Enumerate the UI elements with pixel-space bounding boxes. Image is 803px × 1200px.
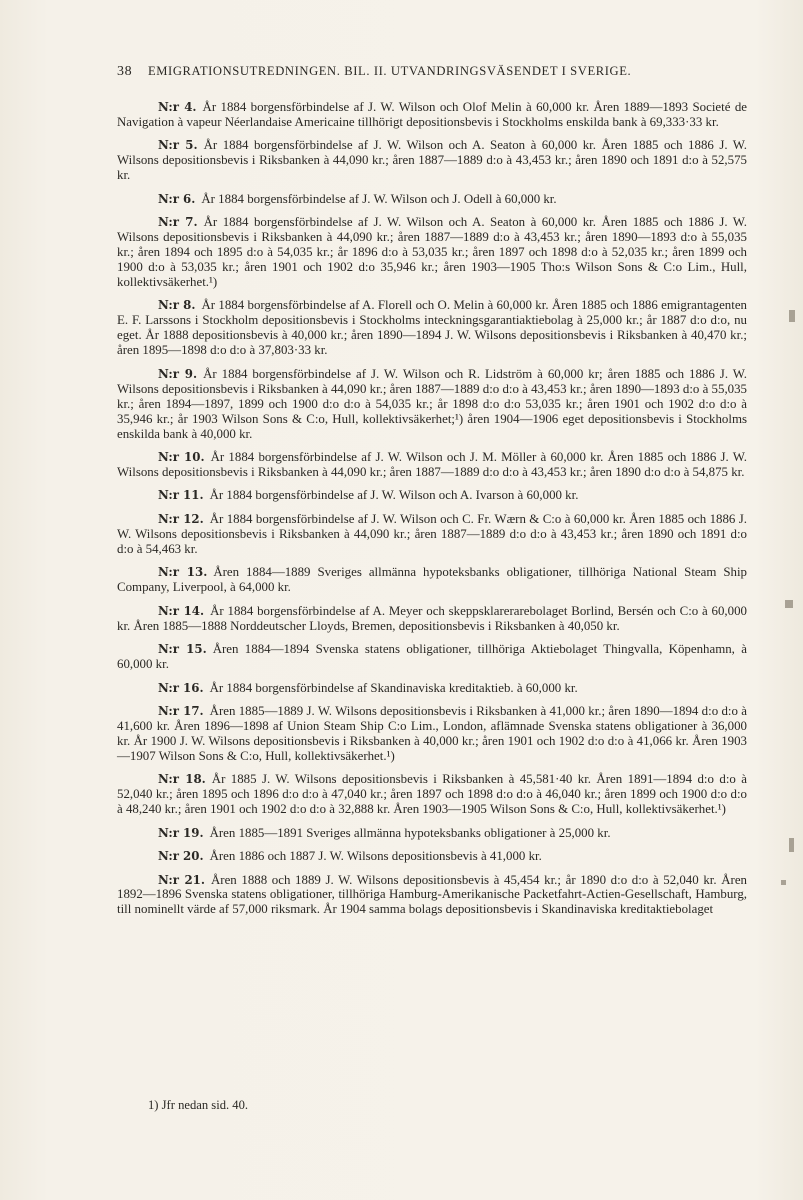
entry-text: Åren 1884—1894 Svenska statens obligationer, tillhöriga Aktiebolaget Thingvalla, Köpenhamn, à 60,000 kr. [117,642,747,672]
running-title: EMIGRATIONSUTREDNINGEN. BIL. II. UTVANDRINGSVÄSENDET I SVERIGE. [147,64,632,78]
entry-12 [117,512,747,557]
entry-text: År 1884 borgensförbindelse af J. W. Wilson och A. Ivarson à 60,000 kr. [209,488,579,503]
entry-number: N:r 13. [158,565,208,580]
entry-18 [117,772,747,817]
entry-number: N:r 6. [158,191,196,206]
entry-text: År 1885 J. W. Wilsons depositionsbevis i Riksbanken à 45,581·40 kr. Åren 1891—1894 d:o d:o à 52,040 kr.; åren 1895 och 1896 d:o d:o à 47,040 kr.; åren 1897 och 1898 d:o d:o à 46,040 kr.; åren 1899 och 1900 d:o d:o à 48,240 kr.; åren 1901 och 1902 d:o d:o à 32,888 kr. Åren 1903—1905 Wilson Sons & C:o, Hull, kollektivsäkerhet.¹) [117,772,747,817]
entry-number: N:r 8. [158,298,196,313]
entry-number: N:r 21. [158,872,205,887]
entry-number: N:r 10. [158,450,205,465]
entry-16 [117,681,747,696]
entry-19 [117,826,747,841]
entry-10 [117,450,747,480]
entry-text: År 1884 borgensförbindelse af J. W. Wilson och Olof Melin à 60,000 kr. Åren 1889—1893 Societé de Navigation à vapeur Néerlandaise Americaine tillhörigt depositionsbevis i Stockholms enskilda bank à 69,333·33 kr. [117,100,747,129]
entry-7 [117,215,747,290]
entry-number: N:r 4. [158,100,197,114]
document-body [117,100,747,926]
entry-number: N:r 16. [158,680,204,695]
entry-number: N:r 9. [158,366,198,381]
entry-text: År 1884 borgensförbindelse af J. W. Wilson och R. Lidström à 60,000 kr; åren 1885 och 1886 J. W. Wilsons depositionsbevis i Riksbanken à 44,090 kr.; åren 1887—1889 d:o d:o à 43,453 kr.; åren 1890—1893 d:o à 55,035 kr.; åren 1894—1897, 1899 och 1900 d:o d:o à 54,035 kr.; år 1898 d:o d:o 53,035 kr.; åren 1901 och 1902 d:o d:o à 35,946 kr.; år 1903 Wilson Sons & C:o, Hull, kollektivsäkerhet;¹) åren 1904—1906 eget depositionsbevis i Stockholms enskilda bank à 40,000 kr. [117,366,747,441]
entry-text: Åren 1884—1889 Sveriges allmänna hypoteksbanks obligationer, tillhöriga National Steam Ship Company, Liverpool, à 64,000 kr. [117,565,747,595]
margin-speck [789,838,794,852]
entry-number: N:r 20. [158,849,204,864]
footnote-marker: 1) [148,1098,159,1112]
entry-15 [117,642,747,672]
entry-20 [117,849,747,864]
entry-text: År 1884 borgensförbindelse af A. Florell och O. Melin à 60,000 kr. Åren 1885 och 1886 emigrantagenten E. F. Larssons i Stockholm depositionsbevis i Stockholms inteckningsgarantiaktiebolag à 25,000 kr.; år 1887 d:o d:o, nu eget. År 1888 depositionsbevis à 40,000 kr.; åren 1890—1894 J. W. Wilsons depositionsbevis i Riksbanken à 40,470 kr.; åren 1895—1898 d:o d:o à 37,803·33 kr. [117,298,748,358]
entry-number: N:r 17. [158,703,204,718]
entry-5 [117,138,747,183]
margin-speck [781,880,786,885]
entry-number: N:r 7. [158,215,198,230]
entry-text: Åren 1885—1891 Sveriges allmänna hypoteksbanks obligationer à 25,000 kr. [209,825,611,840]
entry-4 [117,100,747,130]
entry-number: N:r 14. [158,603,205,618]
entry-6 [117,192,747,207]
entry-text: År 1884 borgensförbindelse af Skandinaviska kreditaktieb. à 60,000 kr. [209,680,578,695]
entry-8 [117,298,747,358]
footnote-text: Jfr nedan sid. 40. [161,1098,249,1112]
entry-text: Åren 1885—1889 J. W. Wilsons depositionsbevis i Riksbanken à 41,000 kr.; åren 1890—1894 d:o d:o à 41,600 kr. Åren 1896—1898 af Union Steam Ship C:o Lim., London, aflämnade Svenska statens obligationer à 36,000 kr. År 1900 J. W. Wilsons depositionsbevis i Riksbanken à 40,000 kr.; åren 1901 och 1902 d:o d:o à 41,066 kr. Åren 1903—1907 Wilson Sons & C:o, Hull, kollektivsäkerhet.¹) [117,703,747,763]
margin-speck [789,310,795,322]
page-number: 38 [117,64,133,79]
entry-text: År 1884 borgensförbindelse af J. W. Wilson och C. Fr. Wærn & C:o à 60,000 kr. Åren 1885 och 1886 J. W. Wilsons depositionsbevis i Riksbanken à 44,090 kr.; åren 1887—1889 d:o d:o à 43,453 kr.; åren 1890 och 1891 d:o d:o à 54,463 kr. [117,511,747,556]
entry-number: N:r 18. [158,772,206,787]
entry-text: År 1884 borgensförbindelse af J. W. Wilson och A. Seaton à 60,000 kr. Åren 1885 och 1886 J. W. Wilsons depositionsbevis i Riksbanken à 44,090 kr.; åren 1887—1889 d:o à 43,453 kr.; åren 1890—1893 d:o à 55,035 kr.; åren 1894 och 1895 d:o à 54,035 kr.; år 1896 d:o à 53,035 kr.; åren 1897 och 1898 d:o à 52,035 kr.; åren 1899 och 1900 d:o à 53,035 kr.; åren 1901 och 1902 d:o 35,946 kr.; åren 1903—1905 Tho:s Wilson Sons & C:o Lim., Hull, kollektivsäkerhet.¹) [117,215,748,290]
entry-17 [117,704,747,764]
entry-text: Åren 1886 och 1887 J. W. Wilsons depositionsbevis à 41,000 kr. [209,849,542,864]
entry-text: År 1884 borgensförbindelse af J. W. Wilson och A. Seaton à 60,000 kr. Åren 1885 och 1886 J. W. Wilsons depositionsbevis i Riksbanken à 44,090 kr.; åren 1887—1889 d:o à 43,453 kr.; åren 1890 och 1891 d:o à 52,575 kr. [117,138,748,183]
entry-number: N:r 19. [158,825,204,840]
entry-text: År 1884 borgensförbindelse af A. Meyer och skeppsklarerarebolaget Borlind, Bersén och C:o à 60,000 kr. Åren 1885—1888 Norddeutscher Lloyds, Bremen, depositionsbevis i Riksbanken à 40,050 kr. [117,603,747,633]
footnote [148,1098,648,1113]
entry-number: N:r 11. [158,488,204,503]
entry-text: Åren 1888 och 1889 J. W. Wilsons depositionsbevis à 45,454 kr.; år 1890 d:o d:o à 52,040 kr. Åren 1892—1896 Svenska statens obligationer, tillhöriga Hamburg-Amerikanische Packetfahrt-Actien-Gesellschaft, Hamburg, till nominellt värde af 57,000 riksmark. År 1904 samma bolags depositionsbevis i Skandinaviska kreditaktiebolaget [117,872,747,917]
entry-13 [117,565,747,595]
entry-text: År 1884 borgensförbindelse af J. W. Wilson och J. M. Möller à 60,000 kr. Åren 1885 och 1886 J. W. Wilsons depositionsbevis i Riksbanken à 44,090 kr.; åren 1887—1889 d:o d:o à 43,453 kr.; åren 1890 d:o d:o à 54,875 kr. [117,450,747,480]
entry-11 [117,488,747,503]
entry-number: N:r 15. [158,642,207,657]
running-header [117,64,747,80]
entry-number: N:r 12. [158,511,204,526]
entry-9 [117,367,747,442]
entry-14 [117,604,747,634]
entry-text: År 1884 borgensförbindelse af J. W. Wilson och J. Odell à 60,000 kr. [201,191,557,206]
entry-number: N:r 5. [158,138,198,153]
entry-21 [117,873,747,918]
margin-speck [785,600,793,608]
